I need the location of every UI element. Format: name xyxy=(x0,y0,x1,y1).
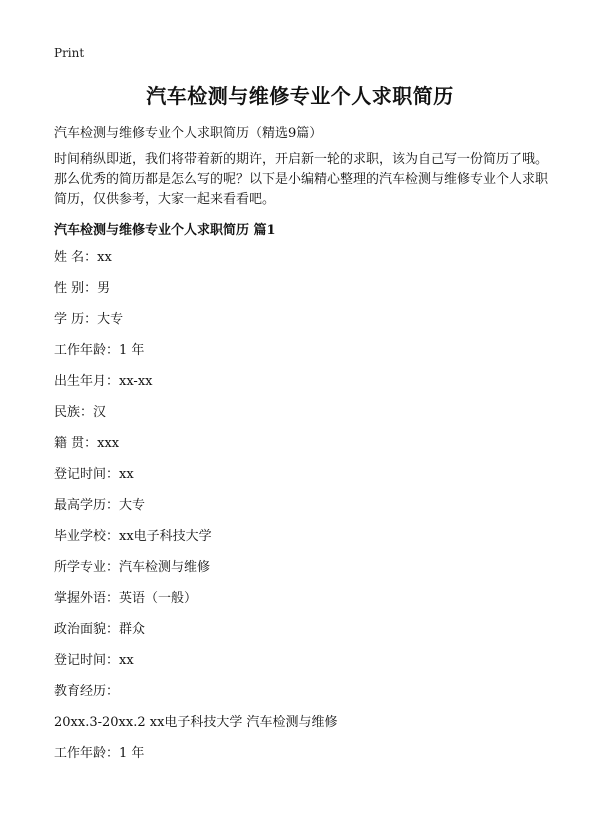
field-political-status: 政治面貌：群众 xyxy=(54,622,146,637)
field-registration-time-2: 登记时间：xx xyxy=(54,653,134,668)
field-birth-date: 出生年月：xx-xx xyxy=(54,374,153,389)
field-education: 学 历：大专 xyxy=(54,312,124,327)
field-ethnicity: 民族：汉 xyxy=(54,405,107,420)
field-registration-time: 登记时间：xx xyxy=(54,467,134,482)
field-foreign-language: 掌握外语：英语（一般） xyxy=(54,591,198,606)
field-work-years-2: 工作年龄：1 年 xyxy=(54,746,145,761)
field-work-years: 工作年龄：1 年 xyxy=(54,343,145,358)
field-major: 所学专业：汽车检测与维修 xyxy=(54,560,211,575)
field-highest-education: 最高学历：大专 xyxy=(54,498,146,513)
print-label: Print xyxy=(54,46,85,60)
intro-paragraph: 时间稍纵即逝，我们将带着新的期许，开启新一轮的求职，该为自己写一份简历了哦。那么优秀的简历都是怎么写的呢？以下是小编精心整理的汽车检测与维修专业个人求职简历，仅供参考，大家一起来看看吧。 xyxy=(54,152,549,207)
field-native-place: 籍 贯：xxx xyxy=(54,436,120,451)
field-education-history-label: 教育经历： xyxy=(54,684,120,699)
document-subtitle: 汽车检测与维修专业个人求职简历（精选9篇） xyxy=(54,126,323,141)
section-heading: 汽车检测与维修专业个人求职简历 篇1 xyxy=(54,223,276,238)
field-education-history-entry: 20xx.3-20xx.2 xx电子科技大学 汽车检测与维修 xyxy=(54,715,338,730)
resume-field-list xyxy=(54,248,554,775)
field-graduation-school: 毕业学校：xx电子科技大学 xyxy=(54,529,212,544)
field-name: 姓 名：xx xyxy=(54,250,112,265)
page-title: 汽车检测与维修专业个人求职简历 xyxy=(146,84,454,108)
field-gender: 性 别：男 xyxy=(54,281,111,296)
